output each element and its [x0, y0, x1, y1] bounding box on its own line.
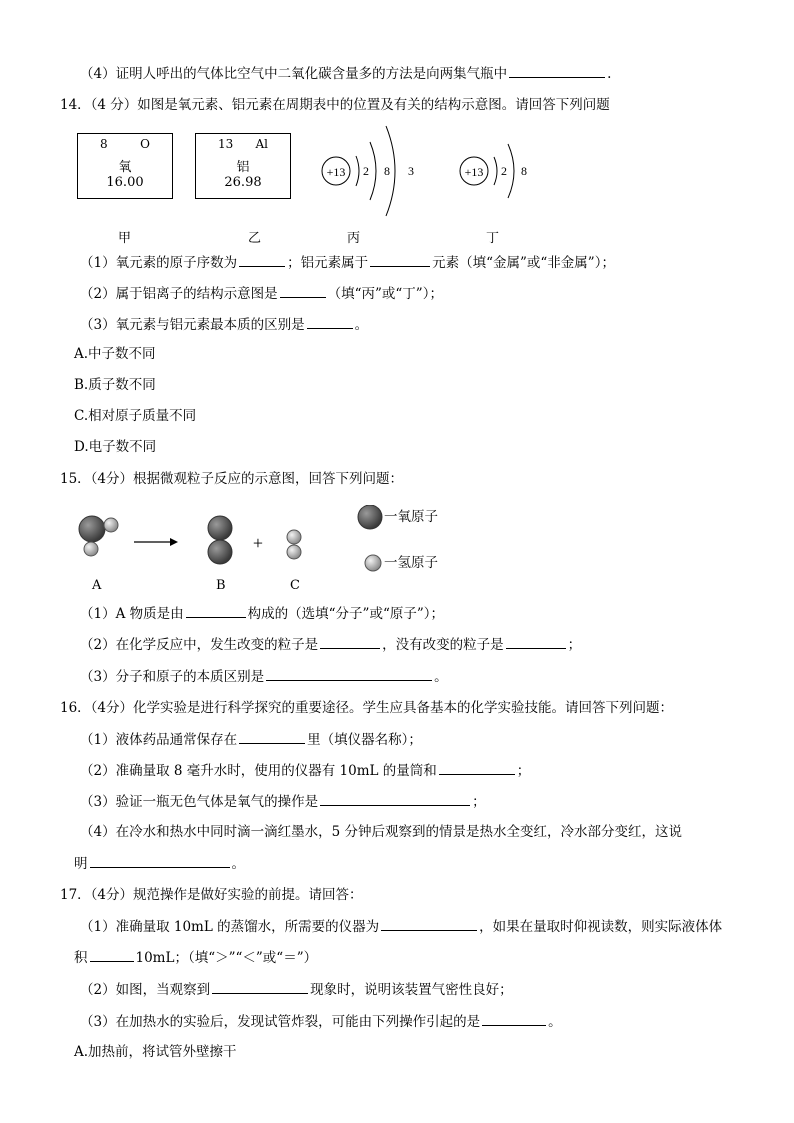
- q16-item4-cont: 明 。: [74, 853, 245, 874]
- answer-blank[interactable]: [482, 1011, 546, 1026]
- legend-oxygen-atom: [358, 505, 382, 529]
- option-d[interactable]: D.电子数不同: [74, 439, 157, 455]
- element-card-aluminum: 13 Al 铝 26.98: [195, 133, 291, 199]
- svg-text:+13: +13: [464, 165, 484, 179]
- q17-option-a[interactable]: A.加热前，将试管外壁擦干: [74, 1044, 237, 1060]
- answer-blank[interactable]: [280, 283, 326, 298]
- answer-blank[interactable]: [90, 947, 134, 962]
- q15-item3: （3）分子和原子的本质区别是 。: [80, 666, 448, 687]
- plus-sign: +: [252, 533, 264, 553]
- svg-text:8: 8: [384, 164, 390, 178]
- answer-blank[interactable]: [381, 916, 477, 931]
- q14-item3: （3）氧元素与铝元素最本质的区别是 。: [80, 314, 368, 335]
- q16-stem: 16．（4分）化学实验是进行科学探究的重要途径。学生应具备基本的化学实验技能。请回答下列问题：: [60, 700, 674, 716]
- atom-diagram-bing: [318, 118, 428, 222]
- svg-text:2: 2: [363, 164, 369, 178]
- oxygen-atom: [79, 516, 105, 542]
- q17-item1-cont: 积 10mL；（填“＞”“＜”或“＝”）: [74, 947, 317, 968]
- answer-blank[interactable]: [506, 634, 566, 649]
- q16-item3: （3）验证一瓶无色气体是氧气的操作是 ；: [80, 791, 486, 812]
- q14-item1: （1）氧元素的原子序数为 ；铝元素属于 元素（填“金属”或“非金属”）；: [80, 252, 615, 273]
- hydrogen-atom: [104, 518, 118, 532]
- option-b[interactable]: B.质子数不同: [74, 377, 156, 393]
- q17-stem: 17．（4分）规范操作是做好实验的前提。请回答：: [60, 887, 363, 903]
- oxygen-atom: [208, 540, 232, 564]
- q16-item4: （4）在冷水和热水中同时滴一滴红墨水，5 分钟后观察到的情景是热水全变红，冷水部分变红，这说: [80, 824, 682, 840]
- q15-item1: （1）A 物质是由 构成的（选填“分子”或“原子”）；: [80, 603, 444, 624]
- svg-text:3: 3: [408, 164, 414, 178]
- q13-item4: （4）证明人呼出的气体比空气中二氧化碳含量多的方法是向两集气瓶中 .: [80, 63, 611, 84]
- q15-item2: （2）在化学反应中，发生改变的粒子是 ，没有改变的粒子是 ；: [80, 634, 581, 655]
- answer-blank[interactable]: [307, 314, 353, 329]
- ion-diagram-ding: [456, 140, 536, 202]
- q14-item2: （2）属于铝离子的结构示意图是 （填“丙”或“丁”）；: [80, 283, 443, 304]
- caption-yi: 乙: [248, 231, 262, 246]
- caption-ding: 丁: [486, 231, 500, 246]
- answer-blank[interactable]: [509, 63, 605, 78]
- element-card-oxygen: 8 O 氧 16.00: [77, 133, 173, 199]
- answer-blank[interactable]: [239, 252, 285, 267]
- caption-jia: 甲: [118, 231, 132, 246]
- q17-item2: （2）如图，当观察到 现象时，说明该装置气密性良好；: [80, 979, 513, 1000]
- answer-blank[interactable]: [186, 603, 246, 618]
- caption-bing: 丙: [347, 231, 361, 246]
- label-a: A: [92, 578, 102, 593]
- label-b: B: [216, 578, 226, 593]
- svg-text:8: 8: [521, 164, 527, 178]
- q15-stem: 15．（4分）根据微观粒子反应的示意图，回答下列问题：: [60, 471, 404, 487]
- hydrogen-atom: [84, 542, 98, 556]
- answer-blank[interactable]: [239, 729, 305, 744]
- oxygen-atom: [208, 516, 232, 540]
- answer-blank[interactable]: [266, 666, 432, 681]
- legend-hydrogen: 一氢原子: [384, 555, 438, 571]
- answer-blank[interactable]: [212, 979, 308, 994]
- hydrogen-atom: [287, 545, 301, 559]
- q14-stem: 14．（4 分）如图是氧元素、铝元素在周期表中的位置及有关的结构示意图。请回答下列问题: [60, 97, 610, 113]
- svg-text:+13: +13: [326, 165, 346, 179]
- option-a[interactable]: A.中子数不同: [74, 346, 156, 362]
- legend-hydrogen-atom: [365, 555, 381, 571]
- q16-item2: （2）准确量取 8 毫升水时，使用的仪器有 10mL 的量筒和 ；: [80, 760, 530, 781]
- answer-blank[interactable]: [90, 853, 230, 868]
- q17-item3: （3）在加热水的实验后，发现试管炸裂，可能由下列操作引起的是 。: [80, 1011, 562, 1032]
- answer-blank[interactable]: [320, 791, 470, 806]
- option-c[interactable]: C.相对原子质量不同: [74, 408, 197, 424]
- label-c: C: [290, 578, 300, 593]
- legend-oxygen: 一氧原子: [384, 509, 438, 525]
- answer-blank[interactable]: [320, 634, 380, 649]
- answer-blank[interactable]: [439, 760, 515, 775]
- answer-blank[interactable]: [370, 252, 430, 267]
- q17-item1: （1）准确量取 10mL 的蒸馏水，所需要的仪器为 ，如果在量取时仰视读数，则实际液体体: [80, 916, 722, 937]
- hydrogen-atom: [287, 530, 301, 544]
- q16-item1: （1）液体药品通常保存在 里（填仪器名称）；: [80, 729, 422, 750]
- svg-text:2: 2: [501, 164, 507, 178]
